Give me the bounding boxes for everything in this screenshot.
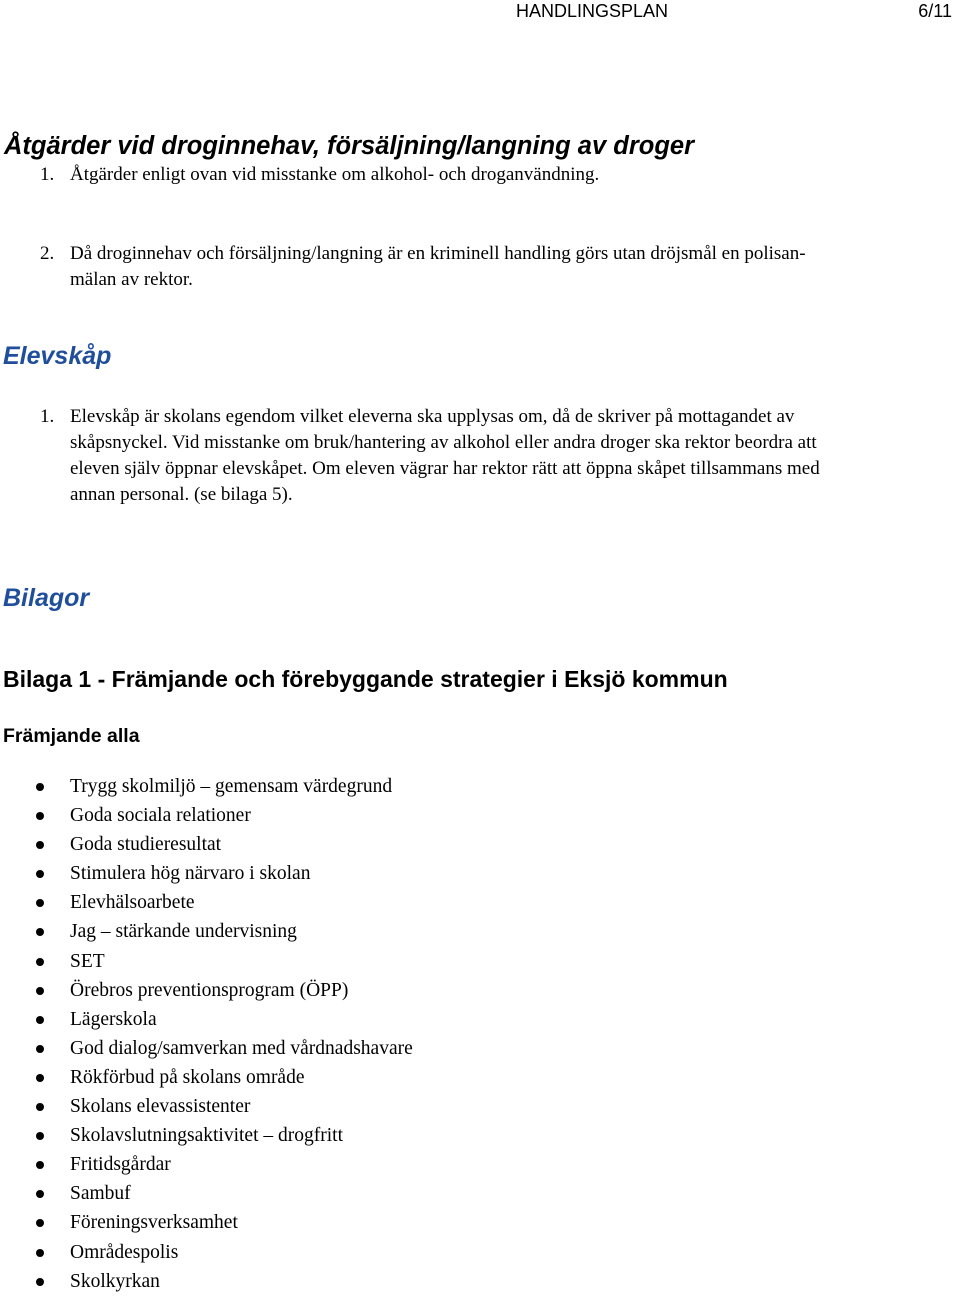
list-item: Lägerskola [0,1005,700,1034]
list-item: Rökförbud på skolans område [0,1063,700,1092]
bullet-icon [36,1219,44,1227]
bullet-icon [36,899,44,907]
list-item: God dialog/samverkan med vårdnadshavare [0,1034,700,1063]
bullet-icon [36,1016,44,1024]
list-item: Örebros preventionsprogram (ÖPP) [0,976,700,1005]
list-item: Jag – stärkande undervisning [0,917,700,946]
list-item: Skolavslutningsaktivitet – drogfritt [0,1121,700,1150]
list-item: Skolkyrkan [0,1267,700,1296]
bullet-icon [36,1161,44,1169]
section-heading-drug-possession: Åtgärder vid droginnehav, försäljning/langning av droger [4,132,695,160]
bullet-icon [36,987,44,995]
list-item: Trygg skolmiljö – gemensam värdegrund [0,772,700,801]
bullet-icon [36,1132,44,1140]
list-item-number: 1. [40,164,55,185]
bullet-icon [36,1045,44,1053]
bullet-icon [36,1278,44,1286]
bullet-icon [36,928,44,936]
bullet-icon [36,812,44,820]
list-item: Föreningsverksamhet [0,1208,700,1237]
strategy-bullet-list [0,772,700,1296]
section-heading-elevskap: Elevskåp [3,342,112,370]
section-heading-bilagor: Bilagor [3,584,90,612]
list-item-number: 2. [40,243,55,264]
bullet-icon [36,958,44,966]
list-item: Områdespolis [0,1238,700,1267]
list-item-text: Då droginnehav och försäljning/langning är en kriminell handling görs utan dröjsmål en polisan- mälan av rektor. [70,243,806,290]
bullet-icon [36,1190,44,1198]
list-item: Elevhälsoarbete [0,888,700,917]
list-item: Sambuf [0,1179,700,1208]
document-header-title: HANDLINGSPLAN [516,1,669,21]
page-number: 6/11 [918,1,952,21]
list-item-text: Åtgärder enligt ovan vid misstanke om alkohol- och droganvändning. [70,164,600,185]
subheading-framjande-alla: Främjande alla [3,725,140,747]
bullet-icon [36,1074,44,1082]
bilaga-1-title: Bilaga 1 - Främjande och förebyggande strategier i Eksjö kommun [3,666,728,692]
bullet-icon [36,783,44,791]
bullet-icon [36,1103,44,1111]
bullet-icon [36,1249,44,1257]
list-item: Goda sociala relationer [0,801,700,830]
bullet-icon [36,841,44,849]
list-item: SET [0,947,700,976]
list-item-number: 1. [40,406,55,427]
list-item: Skolans elevassistenter [0,1092,700,1121]
list-item: Goda studieresultat [0,830,700,859]
list-item-text: Elevskåp är skolans egendom vilket eleverna ska upplysas om, då de skriver på mottagandet av skåpsnyckel. Vid misstanke om bruk/hantering av alkohol eller andra droger ska rektor beordra att eleven själv öppnar elevskåpet. Om eleven vägrar har rektor rätt att öppna skåpet tillsammans med annan personal. (se bilaga 5). [70,406,820,505]
list-item: Stimulera hög närvaro i skolan [0,859,700,888]
list-item: Fritidsgårdar [0,1150,700,1179]
bullet-icon [36,870,44,878]
